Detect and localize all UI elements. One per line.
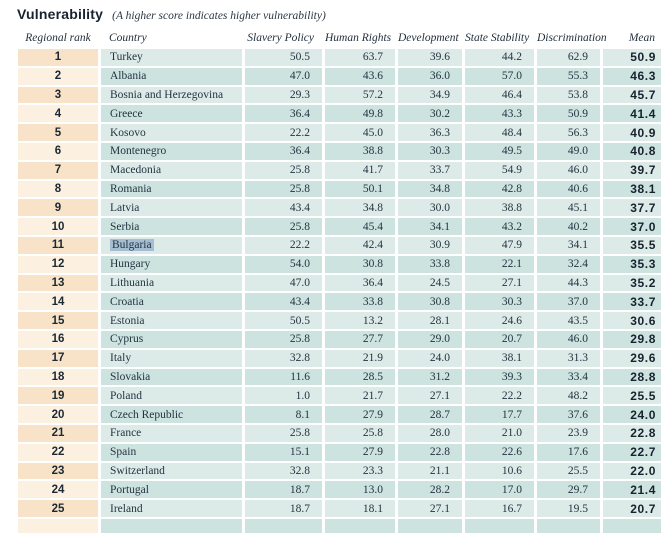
mean-cell: 22.0 <box>603 463 661 480</box>
human-rights-cell: 33.8 <box>325 293 395 310</box>
slavery-policy-cell: 25.8 <box>245 162 322 179</box>
table-row <box>18 68 661 85</box>
development-cell: 24.0 <box>398 350 462 367</box>
col-header-discrimination: Discrimination <box>537 32 607 44</box>
state-stability-cell: 44.2 <box>465 49 534 66</box>
state-stability-cell: 22.2 <box>465 387 534 404</box>
discrimination-cell: 29.7 <box>537 481 600 498</box>
discrimination-cell: 34.1 <box>537 237 600 254</box>
rank-cell: 10 <box>18 218 98 235</box>
table-row <box>18 49 661 66</box>
state-stability-cell: 39.3 <box>465 369 534 386</box>
country-cell: Czech Republic <box>101 406 242 423</box>
mean-cell: 30.6 <box>603 312 661 329</box>
human-rights-cell: 13.0 <box>325 481 395 498</box>
discrimination-cell: 32.4 <box>537 256 600 273</box>
mean-cell: 29.6 <box>603 350 661 367</box>
human-rights-cell: 27.9 <box>325 406 395 423</box>
col-header-country: Country <box>109 32 147 44</box>
country-cell: Macedonia <box>101 162 242 179</box>
country-cell: Ireland <box>101 500 242 517</box>
rank-cell: 23 <box>18 463 98 480</box>
table-row <box>18 369 661 386</box>
slavery-policy-cell: 29.3 <box>245 87 322 104</box>
col-header-mean: Mean <box>628 32 655 44</box>
state-stability-cell: 47.9 <box>465 237 534 254</box>
mean-cell: 45.7 <box>603 87 661 104</box>
state-stability-cell: 57.0 <box>465 68 534 85</box>
slavery-policy-cell: 47.0 <box>245 68 322 85</box>
development-cell <box>398 519 462 533</box>
col-header-development: Development <box>398 32 459 44</box>
col-header-state-stability: State Stability <box>465 32 530 44</box>
human-rights-cell: 30.8 <box>325 256 395 273</box>
discrimination-cell: 17.6 <box>537 444 600 461</box>
discrimination-cell: 48.2 <box>537 387 600 404</box>
discrimination-cell: 33.4 <box>537 369 600 386</box>
discrimination-cell: 43.5 <box>537 312 600 329</box>
table-row <box>18 237 661 254</box>
human-rights-cell: 49.8 <box>325 105 395 122</box>
discrimination-cell <box>537 519 600 533</box>
state-stability-cell: 22.6 <box>465 444 534 461</box>
discrimination-cell: 49.0 <box>537 143 600 160</box>
slavery-policy-cell: 11.6 <box>245 369 322 386</box>
table-row <box>18 218 661 235</box>
discrimination-cell: 62.9 <box>537 49 600 66</box>
development-cell: 30.8 <box>398 293 462 310</box>
rank-cell: 18 <box>18 369 98 386</box>
human-rights-cell: 27.7 <box>325 331 395 348</box>
development-cell: 39.6 <box>398 49 462 66</box>
mean-cell: 37.7 <box>603 199 661 216</box>
human-rights-cell: 13.2 <box>325 312 395 329</box>
discrimination-cell: 44.3 <box>537 275 600 292</box>
development-cell: 24.5 <box>398 275 462 292</box>
state-stability-cell: 16.7 <box>465 500 534 517</box>
table-row <box>18 293 661 310</box>
state-stability-cell: 24.6 <box>465 312 534 329</box>
development-cell: 33.7 <box>398 162 462 179</box>
mean-cell: 22.8 <box>603 425 661 442</box>
rank-cell <box>18 519 98 533</box>
mean-cell: 35.2 <box>603 275 661 292</box>
development-cell: 28.1 <box>398 312 462 329</box>
discrimination-cell: 46.0 <box>537 162 600 179</box>
state-stability-cell: 30.3 <box>465 293 534 310</box>
col-header-human-rights: Human Rights <box>325 32 392 44</box>
mean-cell: 40.8 <box>603 143 661 160</box>
rank-cell: 4 <box>18 105 98 122</box>
mean-cell: 46.3 <box>603 68 661 85</box>
col-header-slavery-policy: Slavery Policy <box>247 32 314 44</box>
development-cell: 28.2 <box>398 481 462 498</box>
country-cell: Romania <box>101 181 242 198</box>
slavery-policy-cell: 18.7 <box>245 500 322 517</box>
human-rights-cell: 43.6 <box>325 68 395 85</box>
slavery-policy-cell: 22.2 <box>245 237 322 254</box>
state-stability-cell: 17.7 <box>465 406 534 423</box>
mean-cell: 25.5 <box>603 387 661 404</box>
human-rights-cell <box>325 519 395 533</box>
country-cell: Cyprus <box>101 331 242 348</box>
state-stability-cell: 38.8 <box>465 199 534 216</box>
development-cell: 33.8 <box>398 256 462 273</box>
slavery-policy-cell: 22.2 <box>245 124 322 141</box>
state-stability-cell: 27.1 <box>465 275 534 292</box>
slavery-policy-cell: 36.4 <box>245 143 322 160</box>
table-title: Vulnerability <box>17 6 104 22</box>
mean-cell: 35.3 <box>603 256 661 273</box>
selected-text: Bulgaria <box>112 239 152 252</box>
table-row <box>18 105 661 122</box>
table-row <box>18 181 661 198</box>
country-cell: Poland <box>101 387 242 404</box>
slavery-policy-cell: 43.4 <box>245 293 322 310</box>
rank-cell: 15 <box>18 312 98 329</box>
mean-cell: 37.0 <box>603 218 661 235</box>
mean-cell: 29.8 <box>603 331 661 348</box>
human-rights-cell: 21.7 <box>325 387 395 404</box>
table-row <box>18 199 661 216</box>
country-cell: France <box>101 425 242 442</box>
state-stability-cell: 43.3 <box>465 105 534 122</box>
discrimination-cell: 25.5 <box>537 463 600 480</box>
country-cell: Croatia <box>101 293 242 310</box>
human-rights-cell: 36.4 <box>325 275 395 292</box>
country-cell: Kosovo <box>101 124 242 141</box>
country-cell <box>101 519 242 533</box>
rank-cell: 12 <box>18 256 98 273</box>
state-stability-cell: 10.6 <box>465 463 534 480</box>
rank-cell: 14 <box>18 293 98 310</box>
slavery-policy-cell: 32.8 <box>245 350 322 367</box>
development-cell: 30.2 <box>398 105 462 122</box>
discrimination-cell: 23.9 <box>537 425 600 442</box>
mean-cell: 21.4 <box>603 481 661 498</box>
state-stability-cell <box>465 519 534 533</box>
mean-cell: 35.5 <box>603 237 661 254</box>
rank-cell: 13 <box>18 275 98 292</box>
rank-cell: 8 <box>18 181 98 198</box>
slavery-policy-cell <box>245 519 322 533</box>
discrimination-cell: 37.6 <box>537 406 600 423</box>
rank-cell: 6 <box>18 143 98 160</box>
development-cell: 30.3 <box>398 143 462 160</box>
discrimination-cell: 56.3 <box>537 124 600 141</box>
development-cell: 34.8 <box>398 181 462 198</box>
slavery-policy-cell: 8.1 <box>245 406 322 423</box>
mean-cell: 20.7 <box>603 500 661 517</box>
mean-cell: 40.9 <box>603 124 661 141</box>
human-rights-cell: 45.4 <box>325 218 395 235</box>
table-row <box>18 387 661 404</box>
human-rights-cell: 41.7 <box>325 162 395 179</box>
human-rights-cell: 28.5 <box>325 369 395 386</box>
slavery-policy-cell: 50.5 <box>245 312 322 329</box>
human-rights-cell: 57.2 <box>325 87 395 104</box>
mean-cell: 33.7 <box>603 293 661 310</box>
discrimination-cell: 40.6 <box>537 181 600 198</box>
rank-cell: 11 <box>18 237 98 254</box>
mean-cell: 22.7 <box>603 444 661 461</box>
human-rights-cell: 63.7 <box>325 49 395 66</box>
rank-cell: 17 <box>18 350 98 367</box>
slavery-policy-cell: 25.8 <box>245 218 322 235</box>
development-cell: 30.0 <box>398 199 462 216</box>
development-cell: 27.1 <box>398 387 462 404</box>
country-cell: Switzerland <box>101 463 242 480</box>
rank-cell: 22 <box>18 444 98 461</box>
table-row <box>18 481 661 498</box>
country-cell: Portugal <box>101 481 242 498</box>
state-stability-cell: 48.4 <box>465 124 534 141</box>
country-cell: Estonia <box>101 312 242 329</box>
rank-cell: 2 <box>18 68 98 85</box>
country-cell: Serbia <box>101 218 242 235</box>
rank-cell: 1 <box>18 49 98 66</box>
mean-cell: 50.9 <box>603 49 661 66</box>
rank-cell: 25 <box>18 500 98 517</box>
mean-cell: 39.7 <box>603 162 661 179</box>
table-body <box>18 49 661 533</box>
state-stability-cell: 21.0 <box>465 425 534 442</box>
discrimination-cell: 37.0 <box>537 293 600 310</box>
rank-cell: 9 <box>18 199 98 216</box>
state-stability-cell: 42.8 <box>465 181 534 198</box>
country-cell: Hungary <box>101 256 242 273</box>
state-stability-cell: 38.1 <box>465 350 534 367</box>
table-row <box>18 256 661 273</box>
rank-cell: 16 <box>18 331 98 348</box>
mean-cell: 24.0 <box>603 406 661 423</box>
slavery-policy-cell: 25.8 <box>245 181 322 198</box>
country-cell: Albania <box>101 68 242 85</box>
development-cell: 27.1 <box>398 500 462 517</box>
table-row <box>18 350 661 367</box>
vulnerability-table <box>15 26 664 535</box>
state-stability-cell: 22.1 <box>465 256 534 273</box>
human-rights-cell: 42.4 <box>325 237 395 254</box>
state-stability-cell: 20.7 <box>465 331 534 348</box>
state-stability-cell: 54.9 <box>465 162 534 179</box>
slavery-policy-cell: 32.8 <box>245 463 322 480</box>
development-cell: 36.3 <box>398 124 462 141</box>
rank-cell: 21 <box>18 425 98 442</box>
slavery-policy-cell: 15.1 <box>245 444 322 461</box>
table-row <box>18 124 661 141</box>
human-rights-cell: 27.9 <box>325 444 395 461</box>
human-rights-cell: 25.8 <box>325 425 395 442</box>
development-cell: 30.9 <box>398 237 462 254</box>
human-rights-cell: 50.1 <box>325 181 395 198</box>
table-row <box>18 162 661 179</box>
slavery-policy-cell: 25.8 <box>245 425 322 442</box>
discrimination-cell: 19.5 <box>537 500 600 517</box>
table-title-bar <box>0 0 620 26</box>
development-cell: 36.0 <box>398 68 462 85</box>
mean-cell: 28.8 <box>603 369 661 386</box>
table-row <box>18 87 661 104</box>
table-row <box>18 425 661 442</box>
development-cell: 29.0 <box>398 331 462 348</box>
country-cell: Greece <box>101 105 242 122</box>
header-row <box>18 28 661 47</box>
discrimination-cell: 53.8 <box>537 87 600 104</box>
human-rights-cell: 18.1 <box>325 500 395 517</box>
table-row <box>18 275 661 292</box>
discrimination-cell: 40.2 <box>537 218 600 235</box>
development-cell: 28.0 <box>398 425 462 442</box>
rank-cell: 19 <box>18 387 98 404</box>
table-row <box>18 143 661 160</box>
country-cell: Spain <box>101 444 242 461</box>
development-cell: 31.2 <box>398 369 462 386</box>
country-cell: Latvia <box>101 199 242 216</box>
human-rights-cell: 45.0 <box>325 124 395 141</box>
state-stability-cell: 46.4 <box>465 87 534 104</box>
rank-cell: 20 <box>18 406 98 423</box>
rank-cell: 7 <box>18 162 98 179</box>
country-cell <box>101 237 242 254</box>
slavery-policy-cell: 50.5 <box>245 49 322 66</box>
slavery-policy-cell: 47.0 <box>245 275 322 292</box>
human-rights-cell: 38.8 <box>325 143 395 160</box>
slavery-policy-cell: 43.4 <box>245 199 322 216</box>
development-cell: 22.8 <box>398 444 462 461</box>
human-rights-cell: 34.8 <box>325 199 395 216</box>
table-row <box>18 500 661 517</box>
table-row <box>18 463 661 480</box>
development-cell: 21.1 <box>398 463 462 480</box>
discrimination-cell: 45.1 <box>537 199 600 216</box>
table-row <box>18 444 661 461</box>
rank-cell: 3 <box>18 87 98 104</box>
slavery-policy-cell: 25.8 <box>245 331 322 348</box>
table-row <box>18 331 661 348</box>
country-cell: Slovakia <box>101 369 242 386</box>
partial-row <box>18 519 661 533</box>
mean-cell <box>603 519 661 533</box>
rank-cell: 5 <box>18 124 98 141</box>
country-cell: Bosnia and Herzegovina <box>101 87 242 104</box>
development-cell: 28.7 <box>398 406 462 423</box>
mean-cell: 38.1 <box>603 181 661 198</box>
slavery-policy-cell: 1.0 <box>245 387 322 404</box>
discrimination-cell: 55.3 <box>537 68 600 85</box>
state-stability-cell: 17.0 <box>465 481 534 498</box>
country-cell: Turkey <box>101 49 242 66</box>
development-cell: 34.1 <box>398 218 462 235</box>
human-rights-cell: 21.9 <box>325 350 395 367</box>
col-header-regional-rank: Regional rank <box>25 32 91 44</box>
country-cell: Montenegro <box>101 143 242 160</box>
country-cell: Italy <box>101 350 242 367</box>
table-subtitle: (A higher score indicates higher vulnerability) <box>112 10 326 22</box>
slavery-policy-cell: 36.4 <box>245 105 322 122</box>
rank-cell: 24 <box>18 481 98 498</box>
table-row <box>18 406 661 423</box>
country-cell: Lithuania <box>101 275 242 292</box>
development-cell: 34.9 <box>398 87 462 104</box>
mean-cell: 41.4 <box>603 105 661 122</box>
state-stability-cell: 49.5 <box>465 143 534 160</box>
discrimination-cell: 50.9 <box>537 105 600 122</box>
slavery-policy-cell: 54.0 <box>245 256 322 273</box>
discrimination-cell: 46.0 <box>537 331 600 348</box>
discrimination-cell: 31.3 <box>537 350 600 367</box>
table-row <box>18 312 661 329</box>
slavery-policy-cell: 18.7 <box>245 481 322 498</box>
human-rights-cell: 23.3 <box>325 463 395 480</box>
state-stability-cell: 43.2 <box>465 218 534 235</box>
